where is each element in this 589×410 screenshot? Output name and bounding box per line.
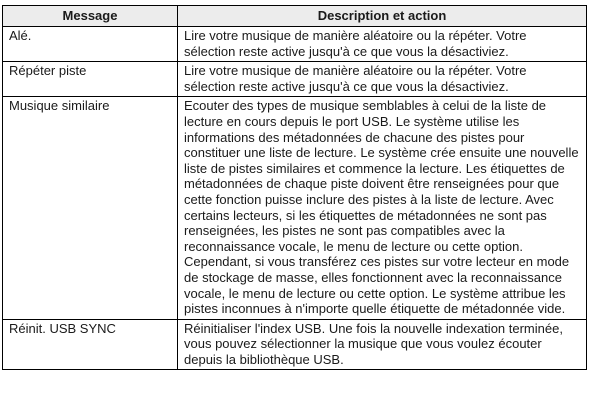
- table-row: [3, 27, 587, 62]
- header-message: Message: [3, 6, 178, 27]
- table-row: [3, 97, 587, 319]
- description-cell: Lire votre musique de manière aléatoire ou la répéter. Votre sélection reste active jusqu'à ce que vous la désactiviez.: [178, 62, 587, 97]
- message-cell: Alé.: [3, 27, 178, 62]
- table-row: [3, 62, 587, 97]
- message-cell: Répéter piste: [3, 62, 178, 97]
- table-row: [3, 319, 587, 370]
- message-cell: Musique similaire: [3, 97, 178, 319]
- description-cell: Ecouter des types de musique semblables à celui de la liste de lecture en cours depuis le port USB. Le système utilise les informations des métadonnées de chacune des pistes pour constituer une liste de lecture. Le système crée ensuite une nouvelle liste de pistes similaires et commence la lecture. Les étiquettes de métadonnées de chaque piste doivent être renseignées pour que cette fonction puisse inclure des pistes à la liste de lecture. Avec certains lecteurs, si les étiquettes de métadonnées ne sont pas renseignées, les pistes ne sont pas compatibles avec la reconnaissance vocale, le menu de lecture ou cette option. Cependant, si vous transférez ces pistes sur votre lecteur en mode de stockage de masse, elles fonctionnent avec la reconnaissance vocale, le menu de lecture ou cette option. Le système attribue les pistes inconnues à n'importe quelle étiquette de métadonnée vide.: [178, 97, 587, 319]
- header-description: Description et action: [178, 6, 587, 27]
- description-cell: Lire votre musique de manière aléatoire ou la répéter. Votre sélection reste active jusqu'à ce que vous la désactiviez.: [178, 27, 587, 62]
- message-cell: Réinit. USB SYNC: [3, 319, 178, 370]
- description-cell: Réinitialiser l'index USB. Une fois la nouvelle indexation terminée, vous pouvez sélectionner la musique que vous voulez écouter depuis la bibliothèque USB.: [178, 319, 587, 370]
- table-header-row: [3, 6, 587, 27]
- message-table: [2, 5, 587, 370]
